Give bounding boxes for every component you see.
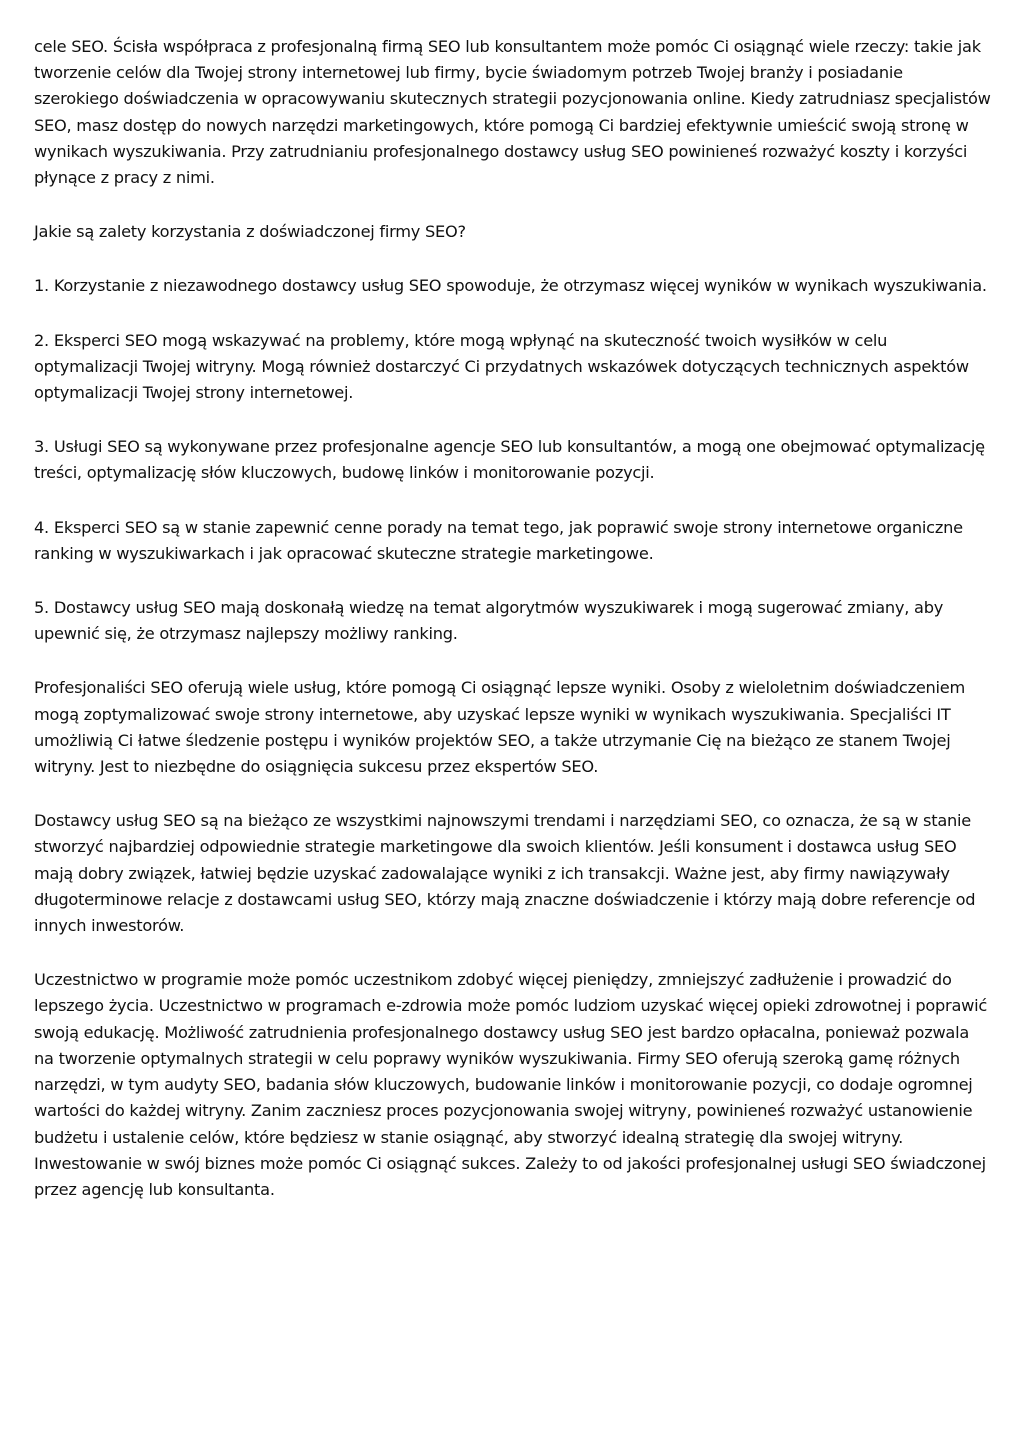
paragraph-participation: Uczestnictwo w programie może pomóc uczestnikom zdobyć więcej pieniędzy, zmniejszyć zadłużenie i prowadzić do lepszego życia. Uczestnictwo w programach e-zdrowia może pomóc ludziom uzyskać więcej opieki zdrowotnej i poprawić swoją edukację. Możliwość zatrudnienia profesjonalnego dostawcy usług SEO jest bardzo opłacalna, ponieważ pozwala na tworzenie optymalnych strategii w celu poprawy wyników wyszukiwania. Firmy SEO oferują szeroką gamę różnych narzędzi, w tym audyty SEO, badania słów kluczowych, budowanie linków i monitorowanie pozycji, co dodaje ogromnej wartości do każdej witryny. Zanim zaczniesz proces pozycjonowania swojej witryny, powinieneś rozważyć ustanowienie budżetu i ustalenie celów, które będziesz w stanie osiągnąć, aby stworzyć idealną strategię dla swojej witryny. Inwestowanie w swój biznes może pomóc Ci osiągnąć sukces. Zależy to od jakości profesjonalnej usługi SEO świadczonej przez agencję lub konsultanta. — [34, 970, 988, 1199]
list-item-4: 4. Eksperci SEO są w stanie zapewnić cenne porady na temat tego, jak poprawić swoje strony internetowe organiczne ranking w wyszukiwarkach i jak opracować skuteczne strategie marketingowe. — [34, 517, 963, 563]
paragraph-professionals: Profesjonaliści SEO oferują wiele usług, które pomogą Ci osiągnąć lepsze wyniki. Osoby z wieloletnim doświadczeniem mogą zoptymalizować swoje strony internetowe, aby uzyskać lepsze wyniki w wynikach wyszukiwania. Specjaliści IT umożliwią Ci łatwe śledzenie postępu i wyników projektów SEO, a także utrzymanie Cię na bieżąco ze stanem Twojej witryny. Jest to niezbędne do osiągnięcia sukcesu przez ekspertów SEO. — [34, 678, 966, 777]
list-item-3: 3. Usługi SEO są wykonywane przez profesjonalne agencje SEO lub konsultantów, a mogą one obejmować optymalizację treści, optymalizację słów kluczowych, budowę linków i monitorowanie pozycji. — [34, 437, 985, 483]
paragraph-intro-continued: cele SEO. Ścisła współpraca z profesjonalną firmą SEO lub konsultantem może pomóc Ci osiągnąć wiele rzeczy: takie jak tworzenie celów dla Twojej strony internetowej lub firmy, bycie świadomym potrzeb Twojej branży i posiadanie szerokiego doświadczenia w opracowywaniu skutecznych strategii pozycjonowania online. Kiedy zatrudniasz specjalistów SEO, masz dostęp do nowych narzędzi marketingowych, które pomogą Ci bardziej efektywnie umieścić swoją stronę w wynikach wyszukiwania. Przy zatrudnianiu profesjonalnego dostawcy usług SEO powinieneś rozważyć koszty i korzyści płynące z pracy z nimi. — [34, 37, 991, 188]
paragraph-providers: Dostawcy usług SEO są na bieżąco ze wszystkimi najnowszymi trendami i narzędziami SEO, co oznacza, że są w stanie stworzyć najbardziej odpowiednie strategie marketingowe dla swoich klientów. Jeśli konsument i dostawca usług SEO mają dobry związek, łatwiej będzie uzyskać zadowalające wyniki z ich transakcji. Ważne jest, aby firmy nawiązywały długoterminowe relacje z dostawcami usług SEO, którzy mają znaczne doświadczenie i którzy mają dobre referencje od innych inwestorów. — [34, 811, 976, 936]
document-body — [34, 34, 992, 1231]
list-item-1: 1. Korzystanie z niezawodnego dostawcy usług SEO spowoduje, że otrzymasz więcej wyników w wynikach wyszukiwania. — [34, 276, 987, 296]
paragraph-question: Jakie są zalety korzystania z doświadczonej firmy SEO? — [34, 222, 466, 242]
list-item-2: 2. Eksperci SEO mogą wskazywać na problemy, które mogą wpłynąć na skuteczność twoich wysiłków w celu optymalizacji Twojej witryny. Mogą również dostarczyć Ci przydatnych wskazówek dotyczących technicznych aspektów optymalizacji Twojej strony internetowej. — [34, 330, 969, 403]
list-item-5: 5. Dostawcy usług SEO mają doskonałą wiedzę na temat algorytmów wyszukiwarek i mogą sugerować zmiany, aby upewnić się, że otrzymasz najlepszy możliwy ranking. — [34, 598, 944, 644]
